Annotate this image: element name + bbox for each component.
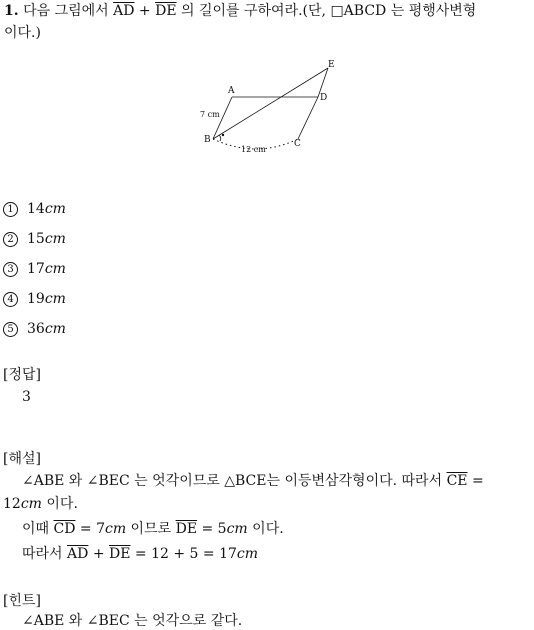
- choice-value: 15: [27, 231, 45, 247]
- question-number: 1.: [4, 3, 19, 19]
- label-a: A: [228, 86, 235, 96]
- length-value: 12: [3, 496, 21, 512]
- angle-mark-b: [219, 135, 221, 141]
- choice-value: 36: [27, 321, 45, 337]
- question-line-1: [4, 2, 476, 20]
- explanation-line-3: [22, 520, 284, 538]
- label-e: E: [328, 60, 335, 70]
- equation: = 7: [75, 521, 105, 537]
- label-d: D: [320, 93, 328, 103]
- length-unit: cm: [20, 496, 42, 512]
- choice-unit: cm: [44, 261, 66, 277]
- angle-dot-b: [222, 134, 224, 136]
- choice-1[interactable]: [3, 200, 66, 218]
- segment-cd: $\overline{CD}$: [53, 521, 76, 537]
- hint-text: ∠ABE 와 ∠BEC 는 엇각으로 같다.: [22, 613, 243, 629]
- choice-mark: 2: [3, 232, 18, 247]
- explanation-line-4: [22, 545, 258, 563]
- explanation-line-2: [3, 495, 78, 513]
- segment-ad: $\overline{AD}$: [113, 3, 135, 19]
- hint-heading: [힌트]: [3, 593, 41, 609]
- length-unit: cm: [104, 521, 127, 537]
- equation: = 12 + 5 = 17: [130, 546, 237, 562]
- question-line-2: 이다.): [4, 25, 41, 41]
- parallelogram-figure: [0, 55, 534, 215]
- segment-de: $\overline{DE}$: [109, 546, 131, 562]
- plus-sign: +: [88, 546, 110, 562]
- choice-unit: cm: [44, 201, 66, 217]
- segment-ce: $\overline{CE}$: [446, 473, 468, 489]
- label-c: C: [294, 139, 301, 149]
- segment-ad: $\overline{AD}$: [67, 546, 89, 562]
- explanation-text: 이므로: [126, 521, 176, 537]
- length-ab: 7 cm: [200, 110, 220, 119]
- explanation-line-1: [22, 472, 484, 490]
- segment-de: $\overline{DE}$: [175, 521, 198, 537]
- choice-mark: 1: [3, 202, 18, 217]
- segment-de: $\overline{DE}$: [155, 3, 177, 19]
- choice-mark: 4: [3, 292, 18, 307]
- explanation-text: 이다.: [41, 496, 78, 512]
- length-unit: cm: [236, 546, 259, 562]
- answer-heading: [정답]: [3, 367, 41, 383]
- choice-2[interactable]: [3, 230, 66, 248]
- label-b: B: [204, 135, 211, 145]
- choice-4[interactable]: [3, 290, 66, 308]
- plus-sign: +: [134, 3, 156, 19]
- choice-value: 14: [27, 201, 45, 217]
- length-bc: 12 cm: [241, 145, 266, 154]
- explanation-text: 따라서: [22, 546, 68, 562]
- choice-mark: 5: [3, 322, 18, 337]
- equation: = 5: [197, 521, 227, 537]
- choice-5[interactable]: [3, 320, 66, 338]
- explanation-text: 이때: [22, 521, 54, 537]
- explanation-heading: [해설]: [3, 451, 41, 467]
- edge-dc: [298, 97, 318, 139]
- choice-unit: cm: [44, 231, 66, 247]
- length-unit: cm: [226, 521, 248, 537]
- choice-unit: cm: [44, 321, 66, 337]
- equals-sign: =: [467, 473, 484, 489]
- choice-unit: cm: [44, 291, 66, 307]
- edge-be: [213, 68, 328, 139]
- choice-3[interactable]: [3, 260, 66, 278]
- explanation-text: ∠ABE 와 ∠BEC 는 엇각이므로 △BCE는 이등변삼각형이다. 따라서: [22, 473, 447, 489]
- answer-value: 3: [22, 389, 31, 405]
- explanation-text: 이다.: [247, 521, 284, 537]
- choice-value: 19: [27, 291, 45, 307]
- question-text-cont: 의 길이를 구하여라.(단, □ABCD 는 평행사변형: [176, 3, 477, 19]
- choice-value: 17: [27, 261, 45, 277]
- question-text: 다음 그림에서: [23, 3, 114, 19]
- choice-mark: 3: [3, 262, 18, 277]
